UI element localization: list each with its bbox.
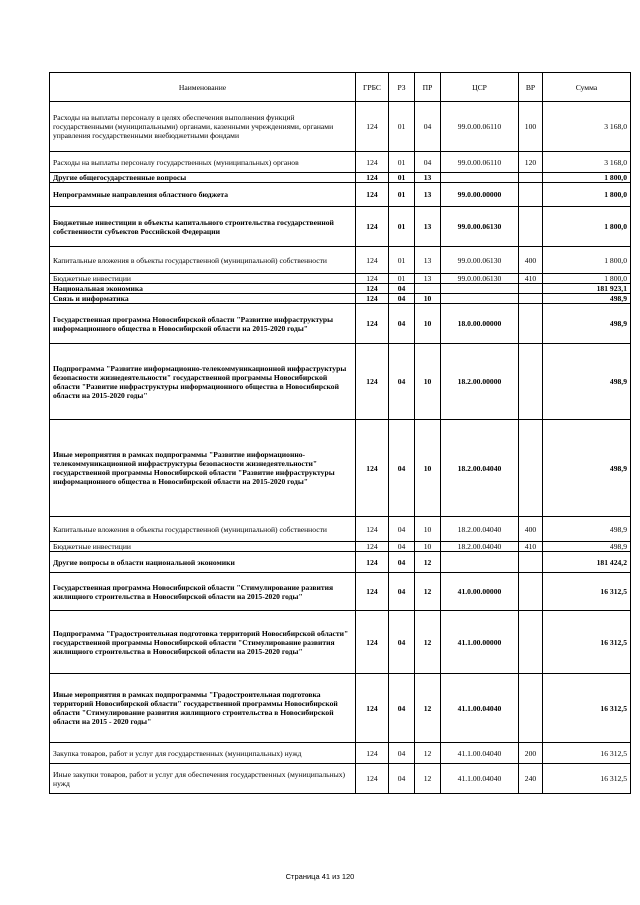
cell-sum: 16 312,5 bbox=[543, 674, 631, 743]
cell-pr: 10 bbox=[415, 344, 441, 420]
cell-grbs: 124 bbox=[356, 573, 389, 611]
cell-pr: 10 bbox=[415, 542, 441, 552]
cell-vr: 120 bbox=[519, 152, 543, 173]
cell-sum: 1 800,0 bbox=[543, 207, 631, 247]
cell-sum: 16 312,5 bbox=[543, 764, 631, 794]
cell-name: Связь и информатика bbox=[50, 294, 356, 304]
cell-rz: 04 bbox=[389, 344, 415, 420]
cell-sum: 3 168,0 bbox=[543, 152, 631, 173]
cell-csr: 18.0.00.00000 bbox=[441, 304, 519, 344]
cell-grbs: 124 bbox=[356, 102, 389, 152]
cell-csr: 41.1.00.04040 bbox=[441, 764, 519, 794]
cell-rz: 04 bbox=[389, 542, 415, 552]
cell-sum: 498,9 bbox=[543, 294, 631, 304]
cell-name: Бюджетные инвестиции bbox=[50, 542, 356, 552]
cell-sum: 498,9 bbox=[543, 304, 631, 344]
cell-grbs: 124 bbox=[356, 552, 389, 573]
table-row bbox=[50, 674, 631, 743]
table-row bbox=[50, 344, 631, 420]
cell-csr bbox=[441, 294, 519, 304]
cell-name: Бюджетные инвестиции в объекты капитального строительства государственной собственности субъектов Российской Федерации bbox=[50, 207, 356, 247]
cell-pr: 13 bbox=[415, 207, 441, 247]
cell-csr: 18.2.00.00000 bbox=[441, 344, 519, 420]
table-row bbox=[50, 207, 631, 247]
cell-sum: 1 800,0 bbox=[543, 274, 631, 284]
cell-name: Закупка товаров, работ и услуг для государственных (муниципальных) нужд bbox=[50, 743, 356, 764]
cell-vr: 410 bbox=[519, 274, 543, 284]
cell-name: Иные мероприятия в рамках подпрограммы "Градостроительная подготовка территорий Новосибирской области" государственной программы Новосибирской области "Стимулирование развития жилищного строительства в Новосибирской области на 2015 - 2020 годы" bbox=[50, 674, 356, 743]
cell-csr: 99.0.00.06130 bbox=[441, 207, 519, 247]
cell-name: Государственная программа Новосибирской области "Развитие инфраструктуры информационного общества в Новосибирской области на 2015-2020 годы" bbox=[50, 304, 356, 344]
cell-csr: 99.0.00.06110 bbox=[441, 102, 519, 152]
cell-rz: 01 bbox=[389, 207, 415, 247]
header-vr: ВР bbox=[519, 73, 543, 102]
cell-vr bbox=[519, 344, 543, 420]
cell-vr: 240 bbox=[519, 764, 543, 794]
cell-rz: 04 bbox=[389, 674, 415, 743]
cell-name: Капитальные вложения в объекты государственной (муниципальной) собственности bbox=[50, 517, 356, 542]
cell-name: Капитальные вложения в объекты государственной (муниципальной) собственности bbox=[50, 247, 356, 274]
table-row bbox=[50, 542, 631, 552]
page-number: Страница 41 из 120 bbox=[285, 872, 355, 881]
cell-rz: 01 bbox=[389, 183, 415, 207]
cell-csr: 41.1.00.04040 bbox=[441, 743, 519, 764]
cell-pr: 12 bbox=[415, 764, 441, 794]
header-sum: Сумма bbox=[543, 73, 631, 102]
table-row bbox=[50, 420, 631, 517]
cell-rz: 04 bbox=[389, 294, 415, 304]
cell-rz: 04 bbox=[389, 420, 415, 517]
cell-sum: 498,9 bbox=[543, 420, 631, 517]
cell-pr: 10 bbox=[415, 517, 441, 542]
header-pr: ПР bbox=[415, 73, 441, 102]
cell-name: Иные закупки товаров, работ и услуг для обеспечения государственных (муниципальных) нужд bbox=[50, 764, 356, 794]
cell-name: Расходы на выплаты персоналу в целях обеспечения выполнения функций государственными (муниципальными) органами, казенными учреждениями, органами управления государственными внебюджетными фондами bbox=[50, 102, 356, 152]
cell-rz: 01 bbox=[389, 152, 415, 173]
cell-grbs: 124 bbox=[356, 207, 389, 247]
cell-csr: 99.0.00.06130 bbox=[441, 247, 519, 274]
cell-name: Другие вопросы в области национальной экономики bbox=[50, 552, 356, 573]
cell-vr: 200 bbox=[519, 743, 543, 764]
cell-rz: 04 bbox=[389, 611, 415, 674]
cell-csr bbox=[441, 284, 519, 294]
cell-pr: 04 bbox=[415, 102, 441, 152]
cell-rz: 04 bbox=[389, 764, 415, 794]
cell-vr: 410 bbox=[519, 542, 543, 552]
cell-rz: 04 bbox=[389, 552, 415, 573]
cell-grbs: 124 bbox=[356, 344, 389, 420]
cell-name: Бюджетные инвестиции bbox=[50, 274, 356, 284]
cell-pr: 10 bbox=[415, 294, 441, 304]
cell-grbs: 124 bbox=[356, 247, 389, 274]
cell-vr: 400 bbox=[519, 247, 543, 274]
cell-grbs: 124 bbox=[356, 304, 389, 344]
cell-pr: 12 bbox=[415, 573, 441, 611]
header-csr: ЦСР bbox=[441, 73, 519, 102]
cell-grbs: 124 bbox=[356, 611, 389, 674]
cell-pr: 13 bbox=[415, 274, 441, 284]
table-row bbox=[50, 517, 631, 542]
cell-sum: 3 168,0 bbox=[543, 102, 631, 152]
cell-pr: 12 bbox=[415, 552, 441, 573]
table-row bbox=[50, 294, 631, 304]
cell-vr bbox=[519, 674, 543, 743]
cell-name: Государственная программа Новосибирской области "Стимулирование развития жилищного строительства в Новосибирской области на 2015-2020 годы" bbox=[50, 573, 356, 611]
cell-sum: 498,9 bbox=[543, 344, 631, 420]
cell-csr bbox=[441, 552, 519, 573]
table-row bbox=[50, 284, 631, 294]
cell-pr: 13 bbox=[415, 173, 441, 183]
cell-rz: 01 bbox=[389, 173, 415, 183]
cell-csr: 41.1.00.00000 bbox=[441, 611, 519, 674]
cell-vr bbox=[519, 207, 543, 247]
cell-vr bbox=[519, 573, 543, 611]
cell-sum: 16 312,5 bbox=[543, 743, 631, 764]
cell-pr: 10 bbox=[415, 420, 441, 517]
cell-csr: 18.2.00.04040 bbox=[441, 517, 519, 542]
cell-vr bbox=[519, 304, 543, 344]
table-row bbox=[50, 552, 631, 573]
cell-csr: 18.2.00.04040 bbox=[441, 420, 519, 517]
cell-pr: 13 bbox=[415, 247, 441, 274]
cell-csr: 41.0.00.00000 bbox=[441, 573, 519, 611]
cell-rz: 04 bbox=[389, 284, 415, 294]
table-row bbox=[50, 304, 631, 344]
table-row bbox=[50, 764, 631, 794]
cell-grbs: 124 bbox=[356, 743, 389, 764]
header-name: Наименование bbox=[50, 73, 356, 102]
cell-sum: 1 800,0 bbox=[543, 247, 631, 274]
cell-csr: 18.2.00.04040 bbox=[441, 542, 519, 552]
cell-rz: 04 bbox=[389, 743, 415, 764]
header-rz: РЗ bbox=[389, 73, 415, 102]
table-row bbox=[50, 611, 631, 674]
cell-csr: 99.0.00.06130 bbox=[441, 274, 519, 284]
cell-grbs: 124 bbox=[356, 294, 389, 304]
cell-name: Другие общегосударственные вопросы bbox=[50, 173, 356, 183]
cell-vr bbox=[519, 552, 543, 573]
cell-pr: 13 bbox=[415, 183, 441, 207]
cell-csr: 99.0.00.06110 bbox=[441, 152, 519, 173]
cell-grbs: 124 bbox=[356, 183, 389, 207]
cell-sum: 1 800,0 bbox=[543, 173, 631, 183]
cell-sum: 16 312,5 bbox=[543, 611, 631, 674]
cell-pr bbox=[415, 284, 441, 294]
cell-sum: 16 312,5 bbox=[543, 573, 631, 611]
cell-vr: 400 bbox=[519, 517, 543, 542]
cell-rz: 04 bbox=[389, 517, 415, 542]
cell-rz: 01 bbox=[389, 247, 415, 274]
budget-table bbox=[49, 72, 631, 794]
cell-sum: 181 424,2 bbox=[543, 552, 631, 573]
table-row bbox=[50, 274, 631, 284]
cell-pr: 12 bbox=[415, 743, 441, 764]
cell-pr: 10 bbox=[415, 304, 441, 344]
cell-name: Национальная экономика bbox=[50, 284, 356, 294]
table-header-row bbox=[50, 73, 631, 102]
cell-sum: 498,9 bbox=[543, 517, 631, 542]
table-row bbox=[50, 102, 631, 152]
cell-vr bbox=[519, 611, 543, 674]
cell-grbs: 124 bbox=[356, 420, 389, 517]
cell-vr bbox=[519, 284, 543, 294]
cell-name: Иные мероприятия в рамках подпрограммы "Развитие информационно-телекоммуникационной инфраструктуры безопасности жизнедеятельности" государственной программы Новосибирской области "Развитие инфраструктуры информационного общества в Новосибирской области на 2015-2020 годы" bbox=[50, 420, 356, 517]
table-row bbox=[50, 173, 631, 183]
cell-sum: 498,9 bbox=[543, 542, 631, 552]
header-grbs: ГРБС bbox=[356, 73, 389, 102]
cell-pr: 04 bbox=[415, 152, 441, 173]
table-row bbox=[50, 247, 631, 274]
cell-csr bbox=[441, 173, 519, 183]
table-row bbox=[50, 152, 631, 173]
cell-name: Подпрограмма "Градостроительная подготовка территорий Новосибирской области" государственной программы Новосибирской области "Стимулирование развития жилищного строительства в Новосибирской области на 2015-2020 годы" bbox=[50, 611, 356, 674]
cell-grbs: 124 bbox=[356, 284, 389, 294]
cell-vr: 100 bbox=[519, 102, 543, 152]
cell-grbs: 124 bbox=[356, 517, 389, 542]
cell-csr: 99.0.00.00000 bbox=[441, 183, 519, 207]
cell-name: Расходы на выплаты персоналу государственных (муниципальных) органов bbox=[50, 152, 356, 173]
cell-pr: 12 bbox=[415, 611, 441, 674]
table-row bbox=[50, 743, 631, 764]
cell-rz: 01 bbox=[389, 102, 415, 152]
cell-sum: 181 923,1 bbox=[543, 284, 631, 294]
cell-rz: 01 bbox=[389, 274, 415, 284]
cell-grbs: 124 bbox=[356, 764, 389, 794]
cell-vr bbox=[519, 183, 543, 207]
cell-grbs: 124 bbox=[356, 173, 389, 183]
cell-grbs: 124 bbox=[356, 674, 389, 743]
table-body bbox=[50, 102, 631, 794]
cell-csr: 41.1.00.04040 bbox=[441, 674, 519, 743]
cell-grbs: 124 bbox=[356, 274, 389, 284]
cell-grbs: 124 bbox=[356, 542, 389, 552]
table-row bbox=[50, 573, 631, 611]
cell-sum: 1 800,0 bbox=[543, 183, 631, 207]
cell-name: Непрограммные направления областного бюджета bbox=[50, 183, 356, 207]
cell-name: Подпрограмма "Развитие информационно-телекоммуникационной инфраструктуры безопасности жизнедеятельности" государственной программы Новосибирской области "Развитие инфраструктуры информационного общества в Новосибирской области на 2015-2020 годы" bbox=[50, 344, 356, 420]
cell-rz: 04 bbox=[389, 573, 415, 611]
cell-rz: 04 bbox=[389, 304, 415, 344]
cell-vr bbox=[519, 420, 543, 517]
table-row bbox=[50, 183, 631, 207]
cell-vr bbox=[519, 173, 543, 183]
cell-pr: 12 bbox=[415, 674, 441, 743]
cell-grbs: 124 bbox=[356, 152, 389, 173]
cell-vr bbox=[519, 294, 543, 304]
